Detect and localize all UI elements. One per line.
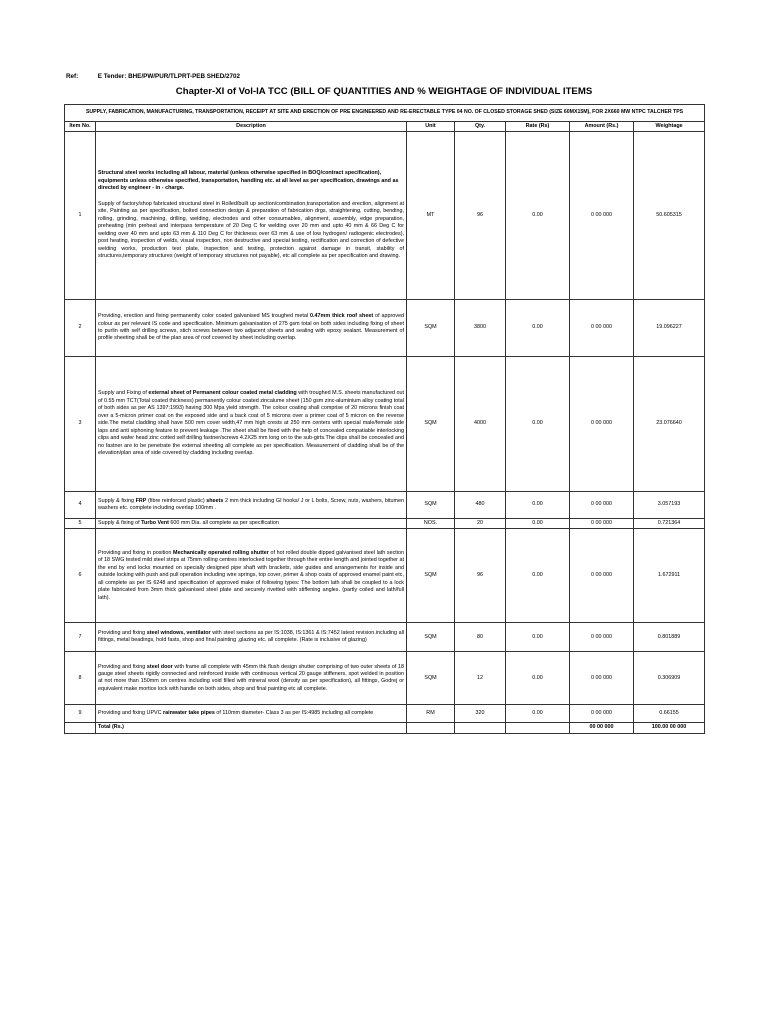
table-row (65, 299, 705, 356)
item-unit: SQM (407, 299, 455, 356)
desc-part: of 110mm diameter- Class 3 as per IS:4985 including all complete (214, 710, 374, 717)
boq-table (64, 104, 705, 734)
table-row (65, 356, 705, 491)
header-amount: Amount (Rs.) (570, 121, 634, 131)
item-qty: 20 (455, 518, 506, 528)
item-unit: NOS. (407, 518, 455, 528)
total-spacer (455, 723, 506, 733)
item-description (96, 529, 407, 623)
item-amount: 0 00 000 (570, 623, 634, 652)
item-no: 1 (65, 131, 96, 299)
item-rate: 0.00 (506, 652, 570, 705)
item-qty: 480 (455, 491, 506, 518)
item-qty: 4000 (455, 356, 506, 491)
item-intro: Structural steel works including all labour, material (unless otherwise specified in BOQ/contract specification), equipments unless otherwise specified, transportation, handling etc. at all level as per specification, drawings and as directed by engineer - in - charge. (98, 170, 399, 192)
desc-part: (fibre reinforced plastic) (146, 497, 207, 504)
item-unit: SQM (407, 652, 455, 705)
desc-part: Providing and fixing UPVC (98, 710, 164, 717)
desc-part: with steel sections as per IS:1038, IS:1361 & IS:7452 latest revision.including all fittings, metal beadings, hold fasts, shop and final painting ,glazing etc. all complete. (Rate is inclusive of glazing) (98, 629, 404, 644)
item-text: Supply of factory/shop fabricated structural steel in Rolled/built up section/combination,transportation and erection, alignment at site, Painting as per specification, bolted connection design & preparation of fabrication drgs, straightening, cutting, bending, rolling, grinding, machining, drilling, welding, electrodes and other consumables, alignment, assembly, edge preparation, preheating (min preheat and interpass temperature of 20 Deg C for welding over 20 mm and upto 40 mm & 66 Deg C for welding over 40 mm and upto 63 mm & 110 Deg C for thickness over 63 mm & use of low hydrogen/ radiogenic electrodes), post heating, inspection of welds, visual inspection, non destructive and special testing, rectification and correction of defective welding works, production test plate, inspection and testing, protection against damage in transit, stability of structures,temporary structures (weight of temporary structures not payable), etc all complete as per specification and drawing. (98, 200, 404, 260)
desc-part: Supply & fixing (98, 497, 136, 504)
item-no: 7 (65, 623, 96, 652)
header-description: Description (96, 121, 407, 131)
item-qty: 320 (455, 705, 506, 723)
header-weightage: Weightage (634, 121, 705, 131)
item-no: 4 (65, 491, 96, 518)
item-amount: 0 00 000 (570, 518, 634, 528)
desc-highlight: FRP (135, 497, 147, 504)
item-weightage: 1.672911 (634, 529, 705, 623)
document-title: Chapter-XI of Vol-IA TCC (BILL OF QUANTITIES AND % WEIGHTAGE OF INDIVIDUAL ITEMS (175, 86, 593, 97)
table-row (65, 529, 705, 623)
total-spacer (407, 723, 455, 733)
item-rate: 0.00 (506, 518, 570, 528)
header-row (65, 121, 705, 131)
item-description (96, 705, 407, 723)
reference-line (66, 73, 240, 80)
total-spacer (506, 723, 570, 733)
desc-part: with troughed M.S. sheets manufactured out of 0.55 mm TCT(Total coated thickness) permanently colour coated zincalume sheet (150 gsm zinc-aluminium alloy coating total of both sides as per AS 1397:1993) having 300 Mpa yield strength. The colour coating shall comprise of 20 microns finish coat over a 5-micron primer coat on the exposed side and a back coat of 5 microns over a primer coat of 5 micron on the reverse side.The metal cladding shall have 500 mm cover width,47 mm high crests at 250 mm centers with special male/female side laps and anti siphoning feature to prevent leakage .The sheet shall be fixed with the help of concealed compatiable interlocking clips and wafer head zinc cotted self drilling fastner/screws 4.2X25 mm long on to the sub-girts.The clips shall be concealed and no fastner are to be penetrate the external sheeting all complete as per specification. Measurement of cladding shall be of the elevation/plan area of side covered by cladding including overlap. (98, 390, 405, 457)
item-qty: 96 (455, 529, 506, 623)
table-row (65, 623, 705, 652)
item-amount: 0 00 000 (570, 299, 634, 356)
item-qty: 12 (455, 652, 506, 705)
item-no: 3 (65, 356, 96, 491)
item-weightage: 50.605315 (634, 131, 705, 299)
item-rate: 0.00 (506, 491, 570, 518)
total-spacer (65, 723, 96, 733)
item-rate: 0.00 (506, 529, 570, 623)
item-description (96, 518, 407, 528)
ref-value: E Tender: BHE/PW/PUR/TLPRT-PEB SHED/2702 (97, 73, 241, 80)
table-row (65, 491, 705, 518)
desc-part: with frame all complete with 45mm thk flush design shutter comprising of two outer sheets of 18 gauge steel sheets rigidly connected and reinforced inside with continuous vertical 20 gauge stiffeners, spot welded in position at not more than 150mm on centres including void filled with mineral wool (density as per specification), all fittings, Godrej or equivalent make mortice lock with handle on both sides, shop and final painting etc all complete. (98, 663, 405, 692)
table-row (65, 131, 705, 299)
desc-part: 2 mm thick including GI hooks/ J or L bolts, Screw, nuts, washers, bitumen washers etc. complete including overlap 100mm . (98, 497, 404, 511)
desc-highlight: steel door (146, 663, 173, 670)
table-row (65, 518, 705, 528)
desc-highlight: rainwater take pipes (163, 710, 215, 717)
item-unit: SQM (407, 356, 455, 491)
item-no: 6 (65, 529, 96, 623)
header-item-no: Item No. (65, 121, 96, 131)
total-label: Total (Rs.) (96, 723, 407, 733)
item-description (96, 356, 407, 491)
scope-text: SUPPLY, FABRICATION, MANUFACTURING, TRANSPORTATION, RECEIPT AT SITE AND ERECTION OF PRE ENGINEERED AND RE-ERECTABLE TYPE 04 NO. OF CLOSED STORAGE SHED (SIZE 60MX15M), FOR 2X660 MW NTPC TALCHER TPS (65, 105, 705, 122)
desc-part: of approved colour as per relevant IS code and specification. Minimum galvanisation of 275 gsm total on both sides including fixing of sheet to purlin with self drilling screws, stich screws between two adjacent sheets and sealing with epoxy sealant. Measurement of profile sheeting shall be of the plan area of roof covered by sheet including overlap. (98, 313, 404, 342)
ref-label: Ref: (66, 73, 79, 80)
desc-highlight: sheets (206, 497, 224, 504)
desc-highlight: Mechanically operated rolling shutter (172, 549, 269, 556)
item-no: 9 (65, 705, 96, 723)
desc-part: 600 mm Dia. all complete as per specification (168, 519, 279, 526)
desc-part: Providing, erection and fixing permanently color coated galvanised MS troughed metal (98, 313, 311, 320)
item-description (96, 299, 407, 356)
item-unit: SQM (407, 623, 455, 652)
total-weightage: 100.00 00 000 (634, 723, 705, 733)
item-no: 5 (65, 518, 96, 528)
item-weightage: 0.801889 (634, 623, 705, 652)
item-weightage: 3.057193 (634, 491, 705, 518)
desc-part: Supply & fixing of (98, 519, 142, 526)
desc-part: of hot rolled double dipped galvanised steel lath section of 18 SWG tested mild steel strips at 75mm rolling centres interlocked together through their entire length and jointed together at the end by end locks mounted on specially designed pipe shaft with brackets, side guides and arrangements for inside and outside locking with push and pull operation including wire springs, top cover, primer & shop coats of approved enamel paint etc, all complete as per IS 6248 and specification of approved make of following types: The bottom lath shall be coupled to a lock plate fabricated from 3mm thick galvanised steel plate and securely rivetted with stiffening angles. (partly coiled and lath/full lath). (98, 549, 404, 601)
item-weightage: 0.66155 (634, 705, 705, 723)
item-rate: 0.00 (506, 356, 570, 491)
item-amount: 0 00 000 (570, 529, 634, 623)
item-description (96, 131, 407, 299)
item-weightage: 0.721364 (634, 518, 705, 528)
item-weightage: 23.076640 (634, 356, 705, 491)
item-amount: 0 00 000 (570, 652, 634, 705)
item-unit: SQM (407, 491, 455, 518)
desc-part: Supply and Fixing of (98, 390, 149, 397)
desc-part: Providing and fixing (98, 629, 147, 636)
item-amount: 0 00 000 (570, 705, 634, 723)
item-no: 8 (65, 652, 96, 705)
item-unit: RM (407, 705, 455, 723)
item-rate: 0.00 (506, 705, 570, 723)
header-qty: Qty. (455, 121, 506, 131)
item-qty: 96 (455, 131, 506, 299)
item-description (96, 491, 407, 518)
item-description (96, 652, 407, 705)
header-unit: Unit (407, 121, 455, 131)
total-row (65, 723, 705, 733)
item-amount: 0 00 000 (570, 356, 634, 491)
scope-row (65, 105, 705, 122)
item-unit: SQM (407, 529, 455, 623)
desc-highlight: 0.47mm thick roof sheet (310, 313, 374, 320)
desc-highlight: external sheet of Permanent colour coated metal cladding (148, 390, 297, 397)
item-unit: MT (407, 131, 455, 299)
item-qty: 80 (455, 623, 506, 652)
item-amount: 0 00 000 (570, 131, 634, 299)
desc-part: Providing and fixing (98, 663, 147, 670)
item-rate: 0.00 (506, 623, 570, 652)
item-weightage: 0.306909 (634, 652, 705, 705)
item-amount: 0 00 000 (570, 491, 634, 518)
desc-highlight: Turbo Vent (141, 519, 169, 526)
item-weightage: 19.096227 (634, 299, 705, 356)
total-amount: 00 00 000 (570, 723, 634, 733)
desc-highlight: steel windows, ventilator (146, 629, 211, 636)
item-rate: 0.00 (506, 131, 570, 299)
header-rate: Rate (Rs) (506, 121, 570, 131)
item-no: 2 (65, 299, 96, 356)
table-row (65, 705, 705, 723)
table-row (65, 652, 705, 705)
item-qty: 3800 (455, 299, 506, 356)
item-rate: 0.00 (506, 299, 570, 356)
desc-part: Providing and fixing in position (98, 549, 173, 556)
item-description (96, 623, 407, 652)
